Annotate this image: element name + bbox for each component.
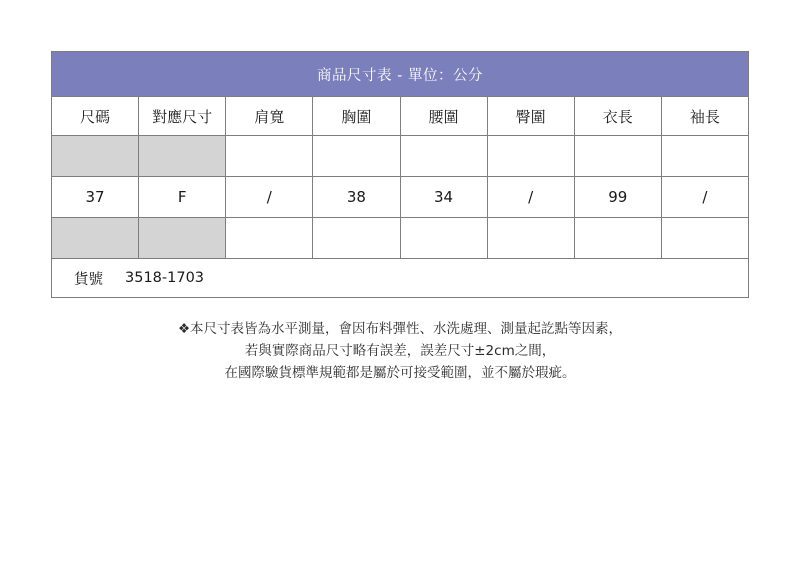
cell-size-code [52, 136, 139, 177]
cell-matching-size [139, 218, 226, 259]
note-line-1: ❖本尺寸表皆為水平測量，會因布料彈性、水洗處理、測量起訖點等因素， [177, 321, 623, 337]
cell-bust [313, 218, 400, 259]
table-row [52, 177, 749, 218]
column-header-size-code: 尺碼 [52, 97, 139, 136]
note-line-2: 若與實際商品尺寸略有誤差，誤差尺寸±2cm之間， [244, 343, 556, 359]
cell-waist [400, 218, 487, 259]
column-header-sleeve: 袖長 [661, 97, 748, 136]
table-header-row [52, 97, 749, 136]
size-table-container [51, 51, 749, 298]
cell-sleeve [661, 218, 748, 259]
cell-waist: 34 [400, 177, 487, 218]
note-line-3: 在國際驗貨標準規範都是屬於可接受範圍，並不屬於瑕疵。 [224, 365, 576, 381]
cell-length: 99 [574, 177, 661, 218]
product-code-value: 3518-1703 [125, 270, 205, 286]
cell-bust: 38 [313, 177, 400, 218]
cell-shoulder: / [226, 177, 313, 218]
measurement-notes [0, 318, 800, 384]
size-table [51, 51, 749, 298]
cell-waist [400, 136, 487, 177]
product-code-row [52, 259, 749, 298]
column-header-matching-size: 對應尺寸 [139, 97, 226, 136]
cell-bust [313, 136, 400, 177]
cell-hip [487, 136, 574, 177]
cell-sleeve [661, 136, 748, 177]
cell-shoulder [226, 218, 313, 259]
cell-sleeve: / [661, 177, 748, 218]
table-row [52, 218, 749, 259]
cell-length [574, 218, 661, 259]
product-code-cell [52, 259, 749, 298]
cell-matching-size [139, 136, 226, 177]
cell-hip [487, 218, 574, 259]
column-header-shoulder: 肩寬 [226, 97, 313, 136]
cell-hip: / [487, 177, 574, 218]
product-code-label: 貨號 [74, 271, 103, 288]
cell-size-code [52, 218, 139, 259]
cell-length [574, 136, 661, 177]
column-header-waist: 腰圍 [400, 97, 487, 136]
cell-shoulder [226, 136, 313, 177]
table-row [52, 136, 749, 177]
cell-matching-size: F [139, 177, 226, 218]
column-header-hip: 臀圍 [487, 97, 574, 136]
column-header-length: 衣長 [574, 97, 661, 136]
column-header-bust: 胸圍 [313, 97, 400, 136]
table-title-row [52, 52, 749, 97]
table-title: 商品尺寸表 - 單位：公分 [52, 52, 749, 97]
cell-size-code: 37 [52, 177, 139, 218]
